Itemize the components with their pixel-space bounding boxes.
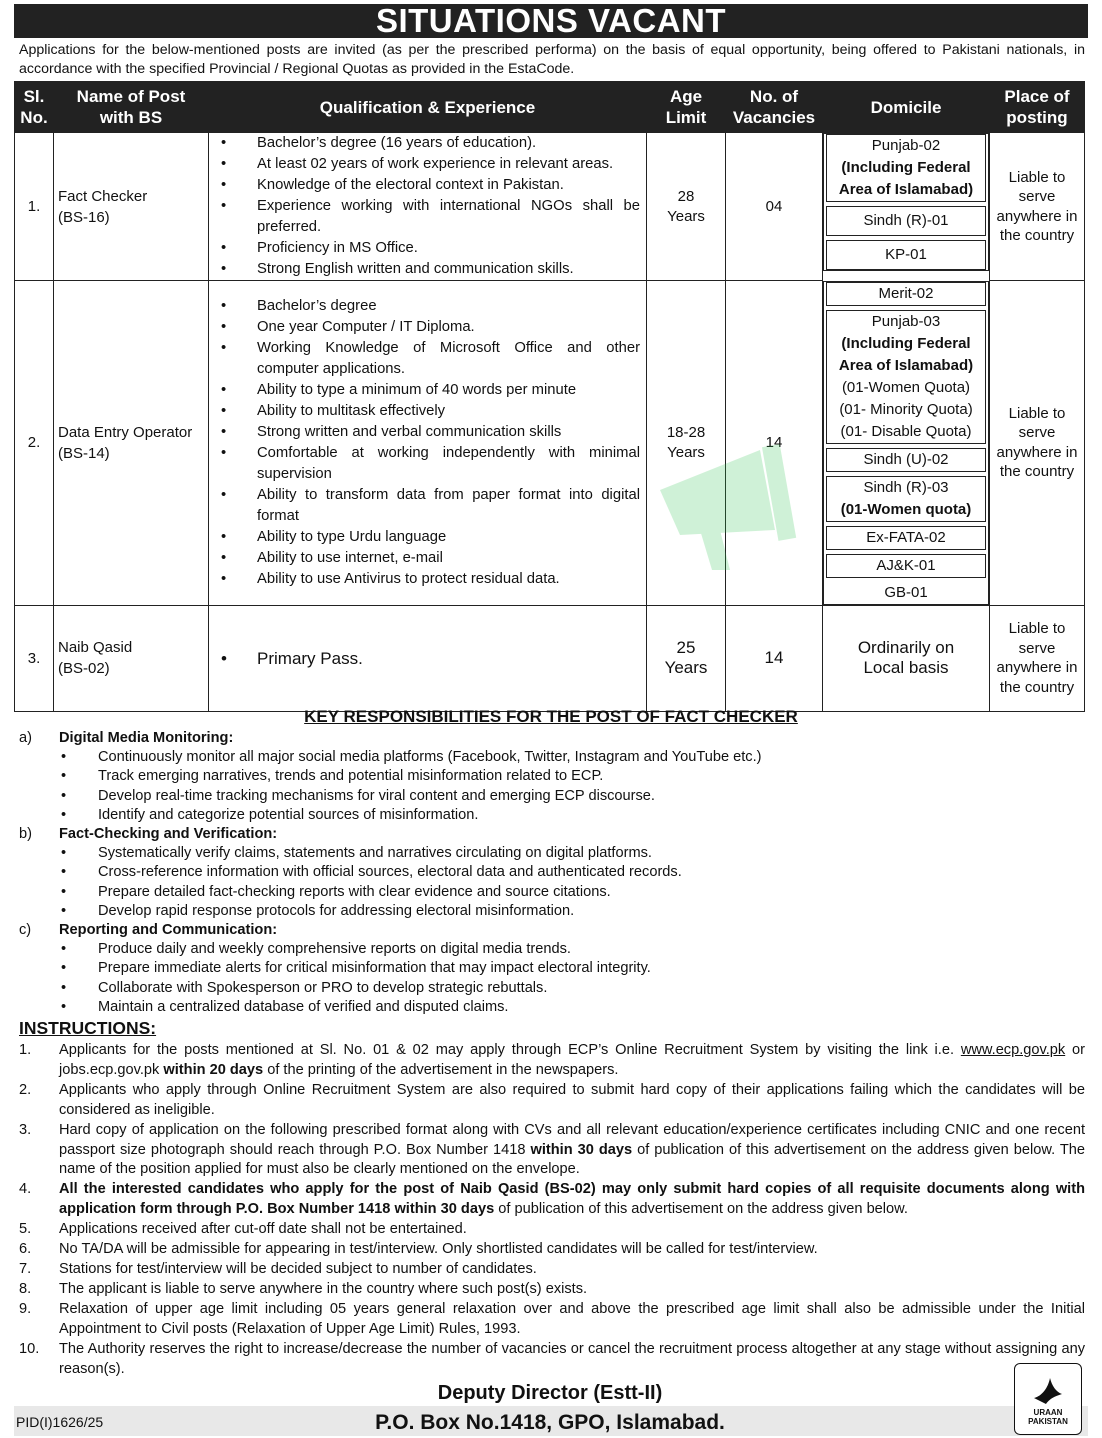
instruction-text: The Authority reserves the right to increase/decrease the number of vacancies or cancel the recruitment process altogether at any stage without assigning any reason(s). [59,1340,1085,1377]
watermark-megaphone-icon [640,430,860,580]
domicile-note: (Including Federal Area of Islamabad) [838,334,974,374]
header-domicile: Domicile [823,82,990,133]
domicile-quota: (01-Women quota) [840,500,972,518]
row-sl: 3. [15,605,54,711]
text-part: Applicants for the posts mentioned at Sl. No. 01 & 02 may apply through ECP’s Online Recruitment System by visiting the link i.e. [59,1042,961,1058]
domicile-punjab: Punjab-02 [871,137,941,154]
section-key: b) [19,826,32,843]
section-heading [19,729,1085,748]
row-qualification [209,281,647,606]
header-sl: Sl. No. [15,82,54,133]
domicile-quota: (01-Women Quota) [841,378,971,396]
list-item: • Knowledge of the electoral context in Pakistan. [257,175,640,196]
instruction-text: Applications received after cut-off date shall not be entertained. [59,1221,467,1238]
page-title: SITUATIONS VACANT [14,4,1088,38]
instruction-text: Stations for test/interview will be decided subject to number of candidates. [59,1260,537,1277]
list-item: • At least 02 years of work experience in relevant areas. [257,154,640,175]
header-post: Name of Post with BS [54,82,209,133]
domicile-punjab: Punjab-03 [871,312,941,330]
age-value: 25 [676,638,696,657]
row-post [54,605,209,711]
instructions-title: INSTRUCTIONS: [19,1018,157,1038]
row-place: Liable to serve anywhere in the country [990,133,1085,281]
list-item: • Ability to use Antivirus to protect residual data. [257,569,640,590]
instruction-number: 8. [19,1280,32,1297]
instruction-number: 2. [19,1081,32,1098]
table-row [15,605,1085,711]
row-vacancies: 04 [726,133,823,281]
list-item: • Ability to type Urdu language [257,527,640,548]
responsibilities-list [19,729,1085,1017]
domicile-cell [826,310,986,444]
row-age [647,133,726,281]
deadline-text: within 30 days [530,1141,633,1158]
domicile-note: (Including Federal Area of Islamabad) [838,159,974,198]
list-item: • Maintain a centralized database of verified and disputed claims. [19,998,1085,1017]
domicile-cell: Sindh (U)-02 [826,448,986,472]
age-value: 28 [677,187,695,205]
vacancies-table [14,81,1085,712]
row-post [54,133,209,281]
list-item: • Comfortable at working independently with minimal supervision [257,443,640,485]
pid-number: PID(I)1626/25 [16,1414,104,1430]
row-qualification [209,605,647,711]
row-post [54,281,209,606]
domicile-cell: AJ&K-01 [826,554,986,578]
list-item: • Strong written and verbal communication skills [257,422,640,443]
age-value: 18-28 [666,423,706,441]
age-unit: Years [667,207,705,225]
list-item: • Systematically verify claims, statements and narratives circulating on digital platforms. [19,844,1085,863]
instruction-item [19,1240,1085,1260]
table-row [15,281,1085,606]
instructions-list [19,1041,1085,1379]
instruction-text: The applicant is liable to serve anywhere in the country where such post(s) exists. [59,1280,588,1297]
section-key: c) [19,922,32,939]
list-item: • Ability to multitask effectively [257,401,640,422]
row-vacancies: 14 [726,281,823,606]
responsibilities-title: KEY RESPONSIBILITIES FOR THE POST OF FACT CHECKER [304,707,798,726]
domicile-cell: Merit-02 [826,282,986,306]
instruction-text: Applicants who apply through Online Recruitment System are also required to submit hard copy of their applications failing which the candidates will be considered as ineligible. [59,1081,1085,1118]
header-vacancies: No. of Vacancies [726,82,823,133]
text-part: of publication of this advertisement on the address given below. The name of the position applied for must also be clearly mentioned on the envelope. [59,1141,1086,1178]
list-item: • Ability to type a minimum of 40 words per minute [257,380,640,401]
instruction-item [19,1300,1085,1340]
deadline-text: within 20 days [163,1061,264,1078]
row-sl: 2. [15,281,54,606]
instruction-text: Relaxation of upper age limit including 05 years general relaxation over and above the prescribed age limit shall also be admissible under the Initial Appointment to Civil posts (Relaxation of Upper Age Limit) Rules, 1993. [59,1300,1085,1337]
ecp-website-link[interactable]: www.ecp.gov.pk [960,1042,1066,1058]
text-part: of publication of this advertisement on the address given below. [494,1201,908,1218]
row-domicile [823,133,989,271]
list-item: • Experience working with international NGOs shall be preferred. [257,196,640,238]
age-unit: Years [664,658,708,677]
header-qualification: Qualification & Experience [209,82,647,133]
instruction-number: 5. [19,1221,32,1238]
instruction-item [19,1121,1085,1181]
text-part: Hard copy of application on the following prescribed format along with CVs and all relevant education/experience certificates including CNIC and one recent passport size photograph should reach through P.O. Box Number 1418 [59,1121,1085,1158]
instruction-number: 3. [19,1121,32,1138]
logo-text: URAAN [1033,1408,1063,1417]
list-item: • Ability to transform data from paper format into digital format [257,485,640,527]
postal-address: P.O. Box No.1418, GPO, Islamabad. [375,1411,725,1434]
post-name: Naib Qasid [58,639,133,656]
row-place: Liable to serve anywhere in the country [990,605,1085,711]
text-part: of the printing of the advertisement in the newspapers. [263,1061,619,1078]
list-item: • Strong English written and communication skills. [257,259,640,280]
instruction-number: 9. [19,1300,32,1317]
instruction-text [59,1121,1085,1181]
age-unit: Years [667,443,705,461]
instruction-number: 1. [19,1042,32,1058]
logo-text: PAKISTAN [1028,1417,1068,1426]
table-row [15,133,1085,281]
signatory-designation: Deputy Director (Estt-II) [437,1382,663,1404]
post-name: Data Entry Operator [58,423,193,441]
uraan-pakistan-logo [1014,1363,1082,1435]
row-age [647,605,726,711]
section-title: Reporting and Communication: [59,922,278,939]
instruction-item [19,1280,1085,1300]
list-item: • Continuously monitor all major social media platforms (Facebook, Twitter, Instagram and YouTube etc.) [19,748,1085,767]
footer-address-block [300,1378,800,1438]
list-item: • One year Computer / IT Diploma. [257,317,640,338]
instruction-number: 6. [19,1241,32,1258]
instruction-item [19,1340,1085,1380]
domicile-cell: Ex-FATA-02 [826,526,986,550]
list-item: • Develop rapid response protocols for addressing electoral misinformation. [19,902,1085,921]
instruction-text [59,1041,1085,1081]
list-item: • Ability to use internet, e-mail [257,548,640,569]
domicile-sindh: Sindh (R)-03 [863,478,949,496]
list-item: • Working Knowledge of Microsoft Office and other computer applications. [257,338,640,380]
row-place: Liable to serve anywhere in the country [990,281,1085,606]
section-heading [19,825,1085,844]
intro-paragraph: Applications for the below-mentioned posts are invited (as per the prescribed performa) on the basis of equal opportunity, being offered to Pakistani nationals, in accordance with the specified Provincial / Regional Quotas as provided in the EstaCode. [19,42,1085,77]
domicile-cell [826,134,986,202]
row-qualification [209,133,647,281]
list-item: • Primary Pass. [257,648,640,669]
instruction-number: 4. [19,1181,32,1198]
instruction-text: No TA/DA will be admissible for appearing in test/interview. Only shortlisted candidates will be called for test/interview. [59,1241,818,1258]
instruction-number: 7. [19,1260,32,1277]
post-bs: (BS-16) [58,208,110,226]
row-vacancies: 14 [726,605,823,711]
list-item: • Develop real-time tracking mechanisms for viral content and emerging ECP discourse. [19,787,1085,806]
post-bs: (BS-02) [58,660,110,677]
instruction-number: 10. [19,1340,40,1357]
list-item: • Prepare detailed fact-checking reports with clear evidence and source citations. [19,883,1085,902]
domicile-cell: KP-01 [826,240,986,270]
instruction-item [19,1220,1085,1240]
row-domicile: Ordinarily on Local basis [823,605,990,711]
header-age: Age Limit [647,82,726,133]
section-title: Digital Media Monitoring: [59,730,234,746]
list-item: • Produce daily and weekly comprehensive reports on digital media trends. [19,940,1085,959]
domicile-cell: GB-01 [884,583,928,601]
post-name: Fact Checker [58,187,148,205]
list-item: • Cross-reference information with official sources, electoral data and authenticated records. [19,863,1085,882]
list-item: • Track emerging narratives, trends and potential misinformation related to ECP. [19,767,1085,786]
post-bs: (BS-14) [58,444,110,462]
bold-text: All the interested candidates who apply for the post of Naib Qasid (BS-02) may only submit hard copies of all requisite documents along with application form through P.O. Box Number 1418 within 30 days [59,1181,1085,1218]
table-header-row [15,82,1085,133]
list-item: • Collaborate with Spokesperson or PRO to develop strategic rebuttals. [19,979,1085,998]
list-item: • Bachelor’s degree [257,296,640,317]
list-item: • Identify and categorize potential sources of misinformation. [19,806,1085,825]
instruction-item [19,1180,1085,1220]
instruction-item [19,1041,1085,1081]
list-item: • Proficiency in MS Office. [257,238,640,259]
domicile-quota: (01- Minority Quota) [839,400,973,418]
instruction-text [59,1180,1085,1220]
domicile-quota: (01- Disable Quota) [840,422,972,440]
row-sl: 1. [15,133,54,281]
section-title: Fact-Checking and Verification: [59,826,278,843]
instruction-item [19,1081,1085,1121]
domicile-cell: Sindh (R)-01 [826,206,986,236]
section-heading [19,921,1085,940]
bird-icon [1028,1370,1068,1406]
instruction-item [19,1260,1085,1280]
list-item: • Bachelor’s degree (16 years of education). [257,133,640,154]
text-part: or jobs.ecp.gov.pk [59,1042,1085,1078]
section-key: a) [19,730,32,746]
list-item: • Prepare immediate alerts for critical misinformation that may impact electoral integrity. [19,959,1085,978]
header-place: Place of posting [990,82,1085,133]
